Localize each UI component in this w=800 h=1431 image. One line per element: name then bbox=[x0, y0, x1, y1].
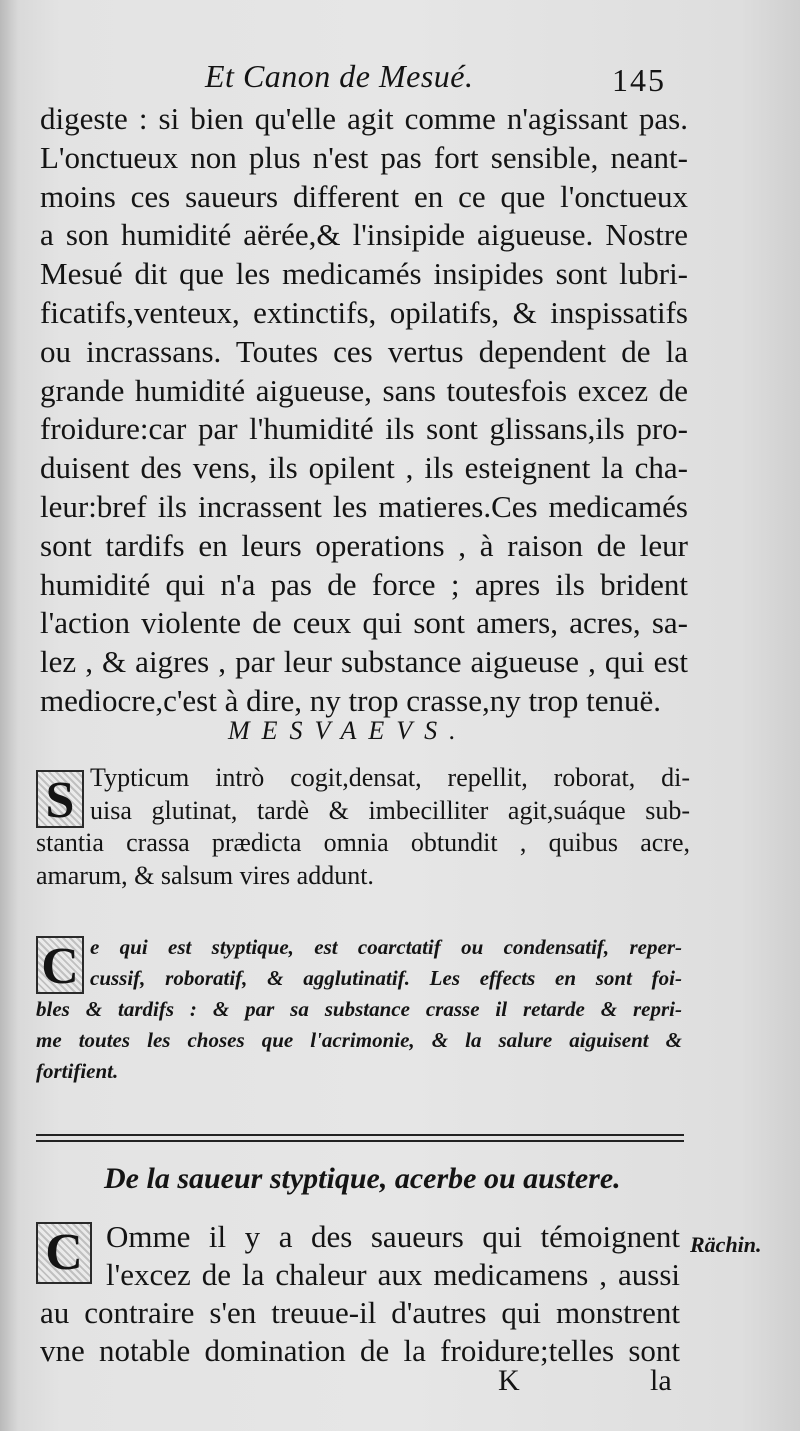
chapter-dropcap: C bbox=[36, 1222, 92, 1284]
chapter-title: De la saueur styptique, acerbe ou austere. bbox=[104, 1162, 621, 1195]
text-line: au contraire s'en treuue-il d'autres qui monstrent bbox=[40, 1295, 680, 1330]
marginal-note: Rächin. bbox=[690, 1232, 762, 1257]
text-line: l'excez de la chaleur aux medicamens , aussi bbox=[106, 1257, 680, 1292]
text-line: bles & tardifs : & par sa substance crasse il retarde & repri- bbox=[36, 997, 682, 1021]
page-header bbox=[0, 58, 800, 98]
latin-dropcap: S bbox=[36, 770, 84, 828]
text-line: uisa glutinat, tardè & imbecilliter agit,suáque sub- bbox=[90, 795, 690, 825]
text-line: Typticum intrò cogit,densat, repellit, roborat, di- bbox=[90, 763, 690, 792]
main-paragraph bbox=[40, 100, 688, 721]
text-line: vne notable domination de la froidure;telles sont bbox=[40, 1333, 680, 1368]
signature-mark: K bbox=[498, 1364, 520, 1397]
text-line: a son humidité aërée,& l'insipide aigueuse. Nostre bbox=[40, 217, 688, 253]
text-line: moins ces saueurs different en ce que l'onctueux bbox=[40, 178, 688, 214]
text-line: e qui est styptique, est coarctatif ou condensatif, reper- bbox=[90, 935, 682, 959]
text-line: ficatifs,venteux, extinctifs, opilatifs, & inspissatifs bbox=[40, 294, 688, 330]
page-number: 145 bbox=[612, 62, 666, 98]
latin-passage bbox=[36, 762, 690, 892]
text-line: Mesué dit que les medicamés insipides sont lubri- bbox=[40, 256, 688, 292]
text-line: L'onctueux non plus n'est pas fort sensible, neant- bbox=[40, 139, 688, 175]
text-line: sont tardifs en leurs operations , à raison de leur bbox=[40, 527, 688, 563]
french-translation bbox=[36, 932, 682, 1087]
text-line: humidité qui n'a pas de force ; apres ils brident bbox=[40, 566, 688, 602]
text-line: stantia crassa prædicta omnia obtundit , quibus acre, bbox=[36, 828, 690, 857]
text-line: ou incrassans. Toutes ces vertus dependent de la bbox=[40, 333, 688, 369]
running-head: Et Canon de Mesué. bbox=[205, 58, 474, 94]
text-line: duisent des vens, ils opilent , ils esteignent la cha- bbox=[40, 450, 688, 486]
text-line: leur:bref ils incrassent les matieres.Ces medicamés bbox=[40, 488, 688, 524]
text-line: l'action violente de ceux qui sont amers, acres, sa- bbox=[40, 605, 688, 641]
text-line: digeste : si bien qu'elle agit comme n'agissant pas. bbox=[40, 101, 688, 136]
text-line: amarum, & salsum vires addunt. bbox=[36, 860, 374, 890]
text-line: Omme il y a des saueurs qui témoignent bbox=[106, 1219, 680, 1254]
catchword: la bbox=[650, 1364, 672, 1397]
text-line: lez , & aigres , par leur substance aigueuse , qui est bbox=[40, 644, 688, 680]
text-line: grande humidité aigueuse, sans toutesfois excez de bbox=[40, 372, 688, 408]
text-line: me toutes les choses que l'acrimonie, & la salure aiguisent & bbox=[36, 1028, 682, 1052]
chapter-paragraph bbox=[40, 1218, 680, 1370]
text-line: fortifient. bbox=[36, 1059, 119, 1083]
text-line: cussif, roboratif, & agglutinatif. Les effects en sont foi- bbox=[90, 966, 682, 990]
section-heading: MESVAEVS. bbox=[228, 716, 468, 745]
text-line: froidure:car par l'humidité ils sont glissans,ils pro- bbox=[40, 411, 688, 447]
french-dropcap: C bbox=[36, 936, 84, 994]
text-line: mediocre,c'est à dire, ny trop crasse,ny trop tenuë. bbox=[40, 682, 662, 718]
section-divider bbox=[36, 1134, 684, 1142]
